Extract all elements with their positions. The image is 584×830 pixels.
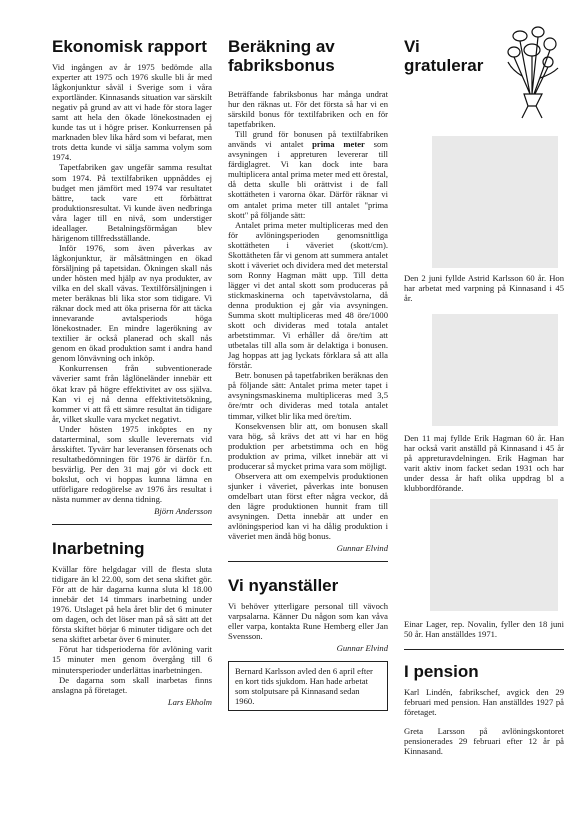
paragraph: Beträffande fabriksbonus har många undrat hur den räknas ut. För det första så har vi en särskild bonus för textilfabriken och en för tapetfabriken. — [228, 89, 388, 130]
column-2 — [228, 0, 388, 711]
berakning-heading: Beräkning av fabriksbonus — [228, 37, 335, 75]
photo-erik-hagman — [432, 314, 558, 426]
flower-bouquet-icon — [500, 24, 564, 120]
photo-astrid-karlsson — [432, 136, 558, 268]
berakning-body — [228, 89, 388, 541]
paragraph: De dagarna som skall inarbetas finns anslagna på företaget. — [52, 674, 212, 695]
caption-einar: Einar Lager, rep. Novalin, fyller den 18 juni 50 år. Han anställdes 1971. — [404, 619, 564, 640]
paragraph: Vi behöver ytterligare personal till vävoch varpsalarna. Känner Du någon som kan våva eller varpa, kontakta Rune Hemberg eller Jan Svensson. — [228, 601, 388, 642]
paragraph: Vid ingången av år 1975 bedömde alla experter att 1975 och 1976 skulle bli år med lågkonjunktur såväl i Sverige som i våra exportländer. Kinnasands situation var särskilt negativ på grund av att vi hade för stora lager samt att hela den ökade lönekostnaden ej kunde tas ut i högre priser. Konkurrensen på marknaden blev lika hård som vi befarat, men trots detta kunde vi sälja samma volym som 1974. — [52, 62, 212, 163]
obituary-text: Bernard Karlsson avled den 6 april efter en kort tids sjukdom. Han hade arbetat som stolputsare på Kinnasand sedan 1960. — [235, 666, 373, 707]
paragraph: Antalet prima meter multipliceras med den för avlöningsperioden genomsnittliga skottätheten i väveriet (skott/cm). Skottätheten får vi genom att summera antalet skott i väveriet och dividera med det meterstal som Ronny Hagman mätt upp. Till detta lägger vi det antal skott som produceras på stickmaskinerna och tapetvävstolarna, då denna produktion ej går via avsyningen. Summa skott multipliceras med 48 öre/1000 skott och divideras med totala antalet arbetstimmar. Vi erhåller då öre/tim att utbetalas till alla som är delaktiga i bonusen. Jag hoppas att jag lyckats förklara så att alla förstår. — [228, 219, 388, 371]
caption-erik: Den 11 maj fyllde Erik Hagman 60 år. Han har också varit anställd på Kinnasand i 45 år på appreturavdelningen. Erik Hagman har varit aktiv inom facket sedan 1931 och har under dessa år haft olika uppdrag bl a klubbordförande. — [404, 433, 564, 494]
photo-einar-lager — [430, 499, 558, 611]
paragraph: Konkurrensen från subventionerade väverier samt från låglöneländer innebär ett ökat krav på högre effektivitet av oss själva. Kan vi ej nå denna effektivitetsökning, kommer vi att få ett sämre resultat än tidigare år, vilket skulle vara mycket negativt. — [52, 363, 212, 424]
obituary-box — [228, 661, 388, 711]
ekonomisk-rapport-body — [52, 62, 212, 504]
column-3 — [404, 0, 564, 756]
berakning-signature: Gunnar Elvind — [336, 543, 388, 554]
gratulerar-header — [404, 0, 564, 120]
paragraph: Tapetfabriken gav ungefär samma resultat som 1974. På textilfabriken uppnåddes ej budget men jämfört med 1974 var resultatet bättre, tack vare ett förbättrat produktionsresultat. Vi kunde även nedbringa våra lager till en nivå, som understiger ideallager. Betalningsförmågan blev härigenom tillfredsställande. — [52, 162, 212, 243]
paragraph: Under hösten 1975 inköptes en ny datarterminal, som skulle leverernats vid årsskiftet. Tyvärr har leveransen försenats och resultatbedömningen för 1976 är därför f.n. besvärlig. Per den 31 maj gör vi dock ett bokslut, och vi hoppas kunna lämna en utförligare redogörelse av 1976 års resultat i nästa nummer av denna tidning. — [52, 423, 212, 505]
nyanstaller-signature: Gunnar Elvind — [336, 643, 388, 654]
inarbetning-body — [52, 564, 212, 695]
inarbetning-heading: Inarbetning — [52, 539, 145, 559]
gratulerar-heading-line1: Vi — [404, 37, 420, 56]
paragraph: Greta Larsson på avlöningskontoret pensionerades 29 februari efter 12 år på Kinnasand. — [404, 725, 564, 756]
inarbetning-signature: Lars Ekholm — [167, 696, 212, 707]
nyanstaller-heading: Vi nyanställer — [228, 576, 339, 596]
ekonomisk-rapport-heading: Ekonomisk rapport — [52, 37, 207, 56]
divider — [404, 649, 564, 650]
caption-astrid: Den 2 juni fyllde Astrid Karlsson 60 år. Hon har arbetat med varpning på Kinnasand i 45 år. — [404, 273, 564, 304]
pension-heading: I pension — [404, 661, 479, 681]
paragraph: Konsekvensen blir att, om bonusen skall vara hög, så krävs det att vi har en hög produktion per arbetstimma och en hög produktion av prima, vilket innebär att vi producerar så mycket prima vara som möjligt. — [228, 420, 388, 471]
paragraph: Karl Lindén, fabrikschef, avgick den 29 februari med pension. Han anställdes 1927 på företaget. — [404, 686, 564, 717]
divider — [228, 561, 388, 562]
paragraph: Till grund för bonusen på textilfabriken används vi antalet prima meter som avsyningen i appreturen levererar till färdiglagret. Vi kan dock inte bara multiplicera antal prima meter med ett örestal, då detta skulle bli orättvist i de fall skottätheten i varorna ökar. Därför räknar vi om antalet prima meter till antalet "prima skott" på följande sätt: — [228, 129, 388, 220]
paragraph: Förut har tidsperioderna för avlöning varit 15 minuter men genom övergång till 6 minutersperioder underlättas inarbetningen. — [52, 644, 212, 675]
paragraph: Kvällar före helgdagar vill de flesta sluta tidigare än kl 22.00, som det sena skiftet gör. För att de här dagarna kunna sluta kl 18.00 innebär det 14 timmars inarbetning under 1976. Utslaget på hela året blir det 6 minuter om dagen, och det löser man på så sätt att det första skiftet börjar 6 minuter tidigare och det sena skiftet arbetar över 6 minuter. — [52, 564, 212, 645]
nyanstaller-body — [228, 601, 388, 641]
divider — [52, 524, 212, 525]
ekonomisk-signature: Björn Andersson — [154, 506, 212, 517]
gratulerar-heading-line2: gratulerar — [404, 56, 484, 75]
paragraph: Betr. bonusen på tapetfabriken beräknas den på följande sätt: Antalet prima meter tapet i avsyningsmaskinema multipliceras med 3,5 öre/mtr och divideras med totala antalet timmar, vilket blir lika med öre/tim. — [228, 370, 388, 421]
pension-body — [404, 687, 564, 756]
paragraph: Observera att om exempelvis produktionen sjunker i väveriet, påverkas inte bonusen omdelbart utan först efter några veckor, då den lägre produktionen hunnit fram till avsyningen. Detta innebär att under en avlöningsperiod kan vi ha dålig produktion i väveriet men ändå hög bonus. — [228, 470, 388, 542]
column-1 — [52, 0, 212, 707]
paragraph: Inför 1976, som även påverkas av lågkonjunktur, är målsättningen en ökad försäljning på tapetsidan. Ökningen skall nås under hösten med hjälp av nya produkter, av vilka en del skall vävas. Textilförsäljningen i meter beräknas bli lika stor som tidigare. Vi räknar dock med att öka priserna för att täcka innevarande avtalsperiods höga lönekostnader. En mindre lagerökning av textilier är också planerad och skall nås genom en ökad produktion samt i andra hand genom lönvävning och inköp. — [52, 242, 212, 364]
